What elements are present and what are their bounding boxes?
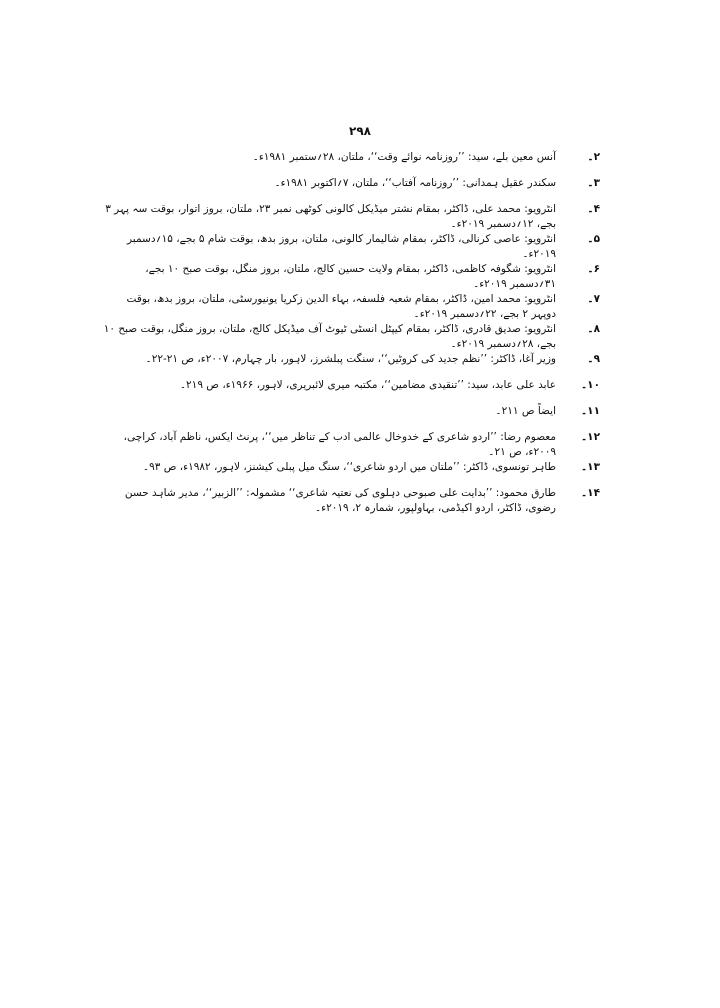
footnote-number: ۹۔ xyxy=(587,353,600,365)
footnote-number: ۶۔ xyxy=(587,263,600,275)
footnote-text: انٹرویو: شگوفہ کاظمی، ڈاکٹر، بمقام ولایت حسین کالج، ملتان، بروز منگل، بوقت صبح ۱۰ بجے، ۳۱؍دسمبر ۲۰۱۹ء۔ xyxy=(145,263,556,290)
footnote-text: آنس معین بلے، سید: ’’روزنامہ نوائے وقت‘‘، ملتان، ۲۸؍ستمبر ۱۹۸۱ء۔ xyxy=(252,151,556,163)
footnote-text: معصوم رضا: ’’اردو شاعری کے خدوخال عالمی ادب کے تناظر میں‘‘، پرنٹ ایکس، ناظم آباد، کراچی، ۲۰۰۹ء، ص ۲۱۔ xyxy=(123,431,556,458)
footnote-number: ۱۴۔ xyxy=(581,487,600,499)
footnote-text: ایضاً ص ۲۱۱۔ xyxy=(495,405,556,417)
footnote-14 xyxy=(100,486,600,516)
footnote-number: ۸۔ xyxy=(587,323,600,335)
footnote-text: طاہر تونسوی، ڈاکٹر: ’’ملتان میں اردو شاعری‘‘، سنگ میل پبلی کیشنز، لاہور، ۱۹۸۲ء، ص ۹۳۔ xyxy=(142,461,556,473)
footnote-number: ۱۰۔ xyxy=(581,379,600,391)
footnote-number: ۳۔ xyxy=(587,177,600,189)
footnote-6 xyxy=(100,262,600,292)
footnote-text: سکندر عقیل ہمدانی: ’’روزنامہ آفتاب‘‘، ملتان، ۷؍اکتوبر ۱۹۸۱ء۔ xyxy=(274,177,556,189)
footnote-12 xyxy=(100,430,600,460)
footnote-number: ۵۔ xyxy=(587,233,600,245)
footnote-text: طارق محمود: ’’بدایت علی صبوحی دہلوی کی نعتیہ شاعری‘‘ مشمولہ: ’’الزبیر‘‘، مدیر شاہد حسن رضوی، ڈاکٹر، اردو اکیڈمی، بہاولپور، شمارہ ۲، ۲۰۱۹ء۔ xyxy=(124,487,556,514)
footnote-5 xyxy=(100,232,600,262)
footnote-13 xyxy=(100,460,600,486)
footnote-text: انٹرویو: محمد علی، ڈاکٹر، بمقام نشتر میڈیکل کالونی کوٹھی نمبر ۲۳، ملتان، بروز اتوار، بوقت سہ پہر ۳ بجے، ۱۲؍دسمبر ۲۰۱۹ء۔ xyxy=(105,203,556,230)
footnote-10 xyxy=(100,378,600,404)
footnote-number: ۷۔ xyxy=(587,293,600,305)
footnote-3 xyxy=(100,176,600,202)
footnote-number: ۱۲۔ xyxy=(581,431,600,443)
footnote-number: ۱۳۔ xyxy=(581,461,600,473)
footnote-text: وزیر آغا، ڈاکٹر: ’’نظم جدید کی کروٹیں‘‘، سنگت پبلشرز، لاہور، بار چہارم، ۲۰۰۷ء، ص ۲۱-۲۲۔ xyxy=(145,353,556,365)
footnote-number: ۴۔ xyxy=(587,203,600,215)
footnote-8 xyxy=(100,322,600,352)
footnote-text: انٹرویو: عاصی کرنالی، ڈاکٹر، بمقام شالیمار کالونی، ملتان، بروز بدھ، بوقت شام ۵ بجے، ۱۵؍دسمبر ۲۰۱۹ء۔ xyxy=(127,233,556,260)
footnote-number: ۲۔ xyxy=(587,151,600,163)
footnote-number: ۱۱۔ xyxy=(581,405,600,417)
footnote-11 xyxy=(100,404,600,430)
footnote-2 xyxy=(100,150,600,176)
footnote-9 xyxy=(100,352,600,378)
page-number: ۲۹۸ xyxy=(349,124,371,138)
footnote-text: عابد علی عابد، سید: ’’تنقیدی مضامین‘‘، مکتبہ میری لائبریری، لاہور، ۱۹۶۶ء، ص ۲۱۹۔ xyxy=(179,379,556,391)
footnote-text: انٹرویو: صدیق قادری، ڈاکٹر، بمقام کیپٹل انسٹی ٹیوٹ آف میڈیکل کالج، ملتان، بروز منگل، بوقت صبح ۱۰ بجے، ۲۸؍دسمبر ۲۰۱۹ء۔ xyxy=(103,323,556,350)
footnotes-list xyxy=(100,150,600,516)
footnote-4 xyxy=(100,202,600,232)
footnote-text: انٹرویو: محمد امین، ڈاکٹر، بمقام شعبہ فلسفہ، بہاء الدین زکریا یونیورسٹی، ملتان، بروز بدھ، بوقت دوپہر ۲ بجے، ۲۲؍دسمبر ۲۰۱۹ء۔ xyxy=(126,293,556,320)
footnote-7 xyxy=(100,292,600,322)
